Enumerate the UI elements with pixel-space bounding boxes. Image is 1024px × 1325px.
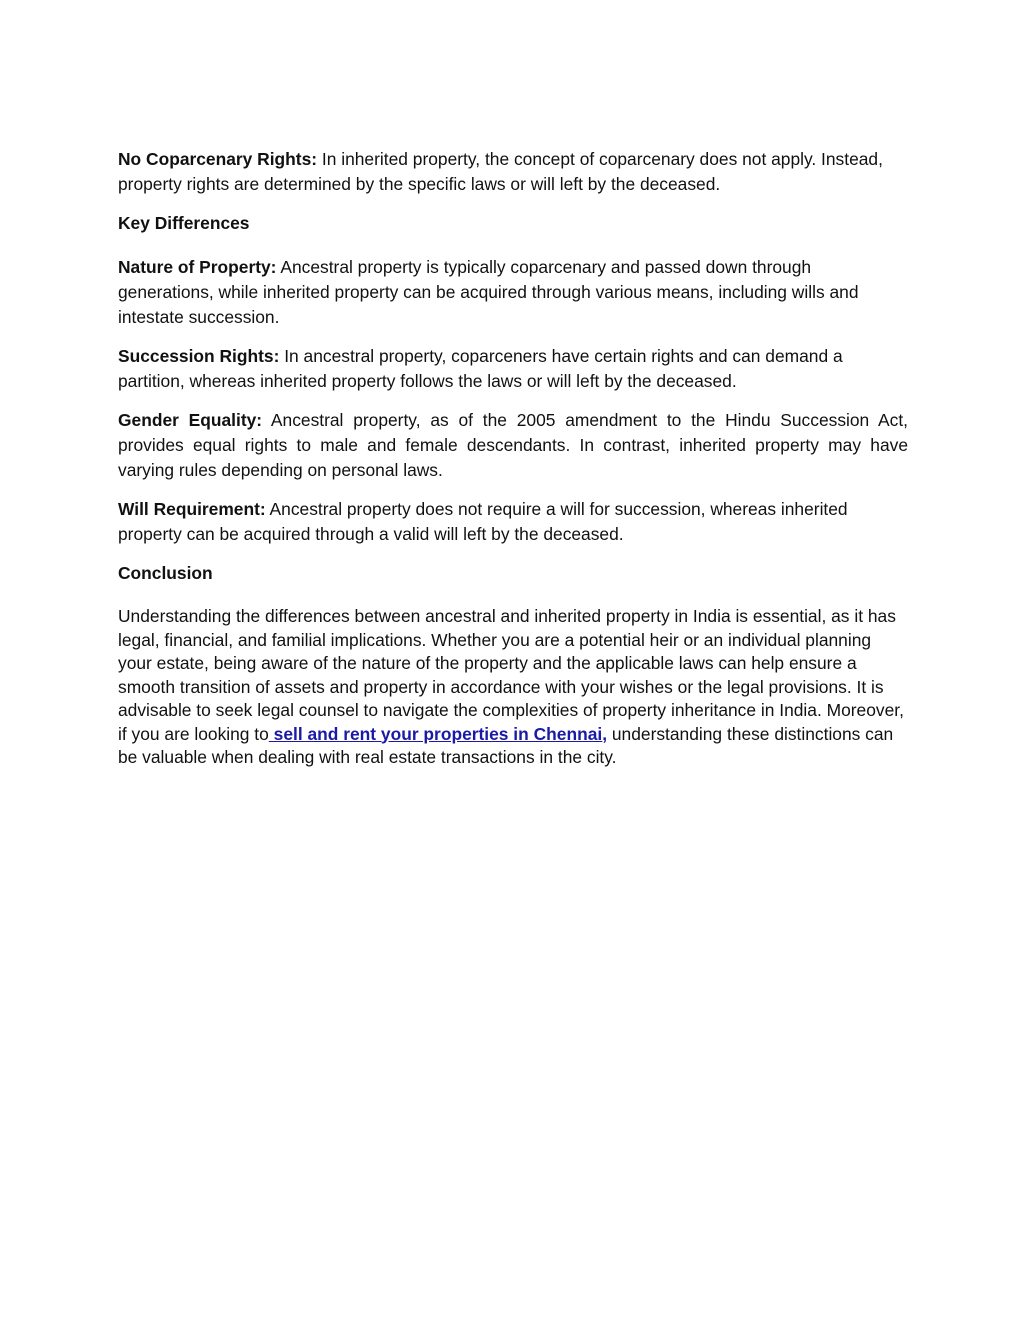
chennai-properties-link[interactable] bbox=[269, 724, 607, 744]
difference-nature-of-property bbox=[118, 255, 908, 330]
conclusion-text-after: understanding these distinctions can be valuable when dealing with real estate transactions in the city. bbox=[118, 723, 894, 767]
conclusion-text-before: Understanding the differences between ancestral and inherited property in India is essential, as it has legal, financial, and familial implications. Whether you are a potential heir or an individual planning your estate, being aware of the nature of the property and the applicable laws can help ensure a smooth transition of assets and property in accordance with your wishes or the legal provisions. It is advisable to seek legal counsel to navigate the complexities of property inheritance in India. Moreover, if you are looking to bbox=[118, 606, 904, 744]
document-page bbox=[118, 147, 908, 770]
difference-text: Ancestral property, as of the 2005 amendment to the Hindu Succession Act, provides equal rights to male and female descendants. In contrast, inherited property may have varying rules depending on personal laws. bbox=[118, 410, 908, 480]
chennai-properties-link-comma[interactable]: , bbox=[602, 723, 608, 744]
intro-term: No Coparcenary Rights: bbox=[118, 149, 318, 169]
difference-term: Succession Rights: bbox=[118, 346, 280, 366]
intro-text: In inherited property, the concept of coparcenary does not apply. Instead, property rights are determined by the specific laws or will left by the deceased. bbox=[118, 149, 883, 194]
conclusion-heading: Conclusion bbox=[118, 563, 213, 583]
difference-term: Will Requirement: bbox=[118, 499, 266, 519]
difference-term: Nature of Property: bbox=[118, 257, 277, 277]
difference-term: Gender Equality: bbox=[118, 410, 263, 430]
difference-will-requirement bbox=[118, 497, 908, 547]
conclusion-paragraph bbox=[118, 605, 908, 770]
intro-paragraph bbox=[118, 147, 908, 197]
difference-gender-equality bbox=[118, 408, 908, 483]
difference-text: In ancestral property, coparceners have certain rights and can demand a partition, whereas inherited property follows the laws or will left by the deceased. bbox=[118, 346, 843, 391]
difference-text: Ancestral property is typically coparcenary and passed down through generations, while inherited property can be acquired through various means, including wills and intestate succession. bbox=[118, 257, 859, 327]
difference-text: Ancestral property does not require a will for succession, whereas inherited property can be acquired through a valid will left by the deceased. bbox=[118, 499, 848, 544]
difference-succession-rights bbox=[118, 344, 908, 394]
key-differences-heading: Key Differences bbox=[118, 213, 250, 233]
chennai-properties-link-text[interactable]: sell and rent your properties in Chennai bbox=[268, 723, 603, 744]
